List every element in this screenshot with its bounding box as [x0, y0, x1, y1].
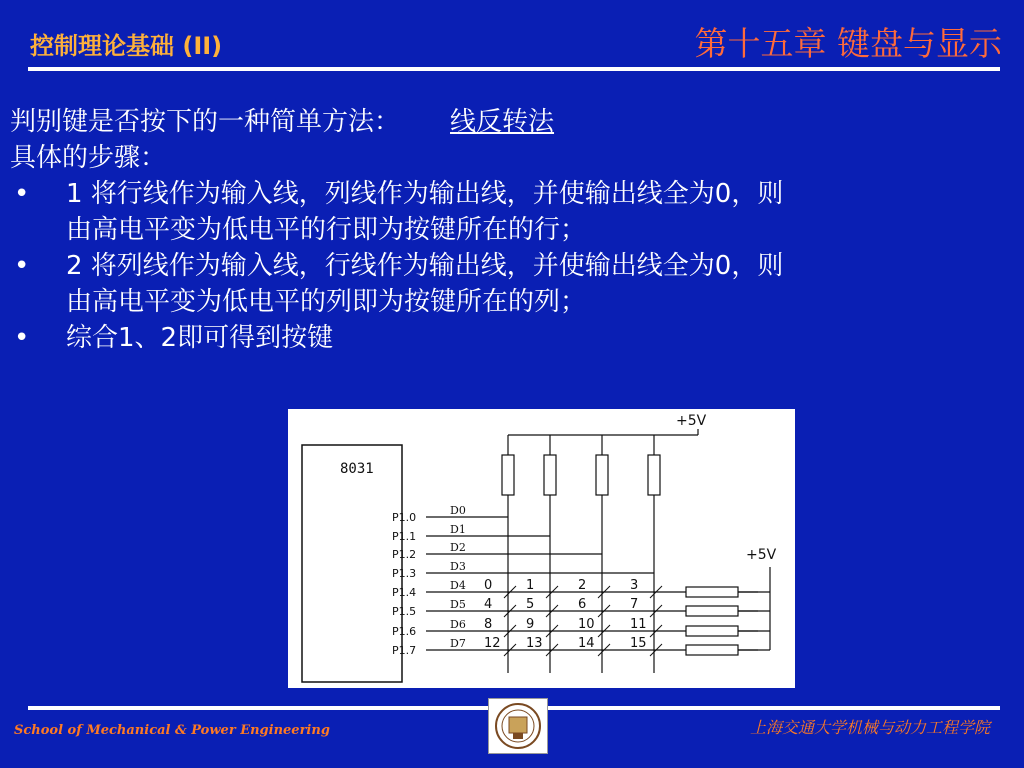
row-pullup-resistor	[686, 626, 738, 636]
bullet-text: 2 将列线作为输入线，行线作为输出线，并使输出线全为0，则	[66, 251, 784, 281]
data-line-label: D2	[450, 541, 466, 554]
port-label: P1.4	[392, 586, 417, 599]
port-label: P1.6	[392, 625, 417, 638]
keyboard-circuit-figure	[288, 409, 795, 688]
data-line-label: D1	[450, 523, 466, 536]
key-label: 0	[484, 578, 493, 593]
port-label: P1.3	[392, 567, 417, 580]
key-label: 13	[526, 636, 543, 651]
footer-school-english: School of Mechanical & Power Engineering	[14, 723, 330, 738]
row-pullup-resistor	[686, 606, 738, 616]
school-seal-icon	[489, 699, 547, 753]
chapter-title: 第十五章 键盘与显示	[694, 24, 1002, 63]
supply-right-label: +5V	[746, 547, 777, 563]
bullet-icon: •	[14, 179, 30, 209]
data-line-label: D0	[450, 504, 466, 517]
bullet-item	[10, 248, 1010, 320]
top-divider	[28, 67, 1000, 71]
data-line-label: D3	[450, 560, 466, 573]
intro-line	[10, 104, 1010, 140]
bullet-icon: •	[14, 323, 30, 353]
data-line-label: D7	[450, 637, 466, 650]
key-label: 4	[484, 597, 493, 612]
row-pullup-resistor	[686, 645, 738, 655]
key-label: 10	[578, 617, 595, 632]
port-label: P1.7	[392, 644, 417, 657]
key-label: 7	[630, 597, 639, 612]
bullet-text: 由高电平变为低电平的列即为按键所在的列；	[66, 287, 587, 317]
bullet-item	[10, 320, 1010, 356]
port-label: P1.0	[392, 511, 417, 524]
steps-heading: 具体的步骤：	[10, 143, 167, 173]
bullet-icon: •	[14, 251, 30, 281]
key-label: 6	[578, 597, 587, 612]
row-pullup-resistor	[686, 587, 738, 597]
key-label: 14	[578, 636, 595, 651]
school-logo	[488, 698, 548, 754]
key-label: 5	[526, 597, 535, 612]
data-line-label: D4	[450, 579, 466, 592]
column-pullup-resistor	[544, 455, 556, 495]
port-label: P1.2	[392, 548, 417, 561]
port-label: P1.1	[392, 530, 417, 543]
column-pullup-resistor	[502, 455, 514, 495]
data-line-label: D5	[450, 598, 466, 611]
slide-content	[10, 104, 1010, 356]
bullet-text: 1 将行线作为输入线，列线作为输出线，并使输出线全为0，则	[66, 179, 784, 209]
key-label: 12	[484, 636, 501, 651]
data-line-label: D6	[450, 618, 466, 631]
key-label: 8	[484, 617, 493, 632]
circuit-diagram	[288, 409, 795, 688]
key-label: 1	[526, 578, 535, 593]
chip-body	[302, 445, 402, 682]
supply-top-label: +5V	[676, 413, 707, 429]
key-label: 11	[630, 617, 647, 632]
key-label: 9	[526, 617, 535, 632]
bullet-item	[10, 176, 1010, 248]
column-pullup-resistor	[596, 455, 608, 495]
key-label: 3	[630, 578, 639, 593]
intro-label: 判别键是否按下的一种简单方法：	[10, 107, 401, 137]
column-pullup-resistor	[648, 455, 660, 495]
key-label: 2	[578, 578, 587, 593]
bullet-text: 由高电平变为低电平的行即为按键所在的行；	[66, 215, 587, 245]
method-name: 线反转法	[450, 107, 555, 137]
port-label: P1.5	[392, 605, 417, 618]
chip-label: 8031	[340, 461, 374, 477]
key-label: 15	[630, 636, 647, 651]
footer-school-chinese: 上海交通大学机械与动力工程学院	[749, 718, 990, 737]
bullet-text: 综合1、2即可得到按键	[66, 323, 334, 353]
course-title: 控制理论基础 (II)	[30, 32, 223, 60]
